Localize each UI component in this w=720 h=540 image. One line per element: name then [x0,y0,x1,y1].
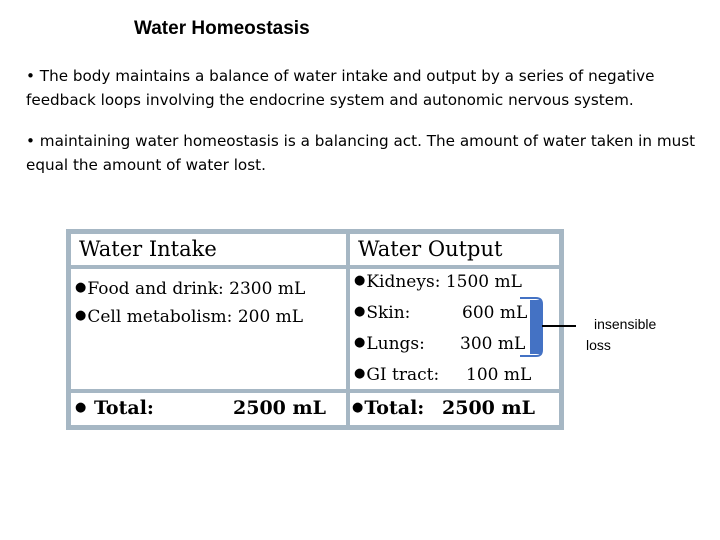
bullet-dot-icon: ● [354,366,366,381]
output-item [354,272,554,292]
output-item [354,365,554,385]
intake-item [75,307,303,327]
brace-icon [518,296,582,358]
intake-item-label: Cell metabolism: [87,307,233,327]
bullet-dot-icon: ● [352,400,364,415]
bullet-dot-icon: ● [75,308,87,323]
intake-total-cell [71,393,346,425]
annotation-line-2: loss [586,337,611,353]
output-header: Water Output [358,237,503,261]
bullet-dot-icon: ● [354,304,366,319]
output-item-value: 100 mL [466,365,532,385]
output-total-cell [350,393,559,425]
output-item-value: 600 mL [462,303,528,323]
output-total-label: ●Total: [352,397,425,419]
output-header-cell [350,234,559,265]
slide-title: Water Homeostasis [134,18,310,39]
output-item-value: 300 mL [460,334,526,354]
intake-items-cell [71,269,346,389]
bullet-point-balance: • maintaining water homeostasis is a balancing act. The amount of water taken in must equal the amount of water lost. [26,132,696,174]
bullet-point-feedback: • The body maintains a balance of water intake and output by a series of negative feedback loops involving the endocrine system and autonomic nervous system. [26,67,655,109]
output-item-label: Lungs: [366,334,425,354]
intake-header: Water Intake [79,237,217,261]
annotation-line-1: insensible [594,316,657,332]
intake-total-value: 2500 mL [233,397,326,419]
intake-item-value: 2300 mL [229,279,306,299]
output-item-value: 1500 mL [445,272,522,292]
output-item-label: GI tract: [366,365,440,385]
intake-header-cell [71,234,346,265]
bullet-dot-icon: ● [354,335,366,350]
intake-total-label: ● Total: [75,397,154,419]
output-total-value: 2500 mL [442,397,535,419]
output-item-label: Skin: [366,303,411,323]
bullet-dot-icon: ● [75,280,87,295]
output-item-label: Kidneys: [366,272,441,292]
water-balance-table [66,229,564,430]
intake-item [75,279,305,299]
bullet-dot-icon: ● [354,273,366,288]
intake-item-label: Food and drink: [87,279,224,299]
insensible-loss-annotation [586,314,656,356]
intake-item-value: 200 mL [237,307,304,327]
bullet-dot-icon: ● [75,400,87,415]
